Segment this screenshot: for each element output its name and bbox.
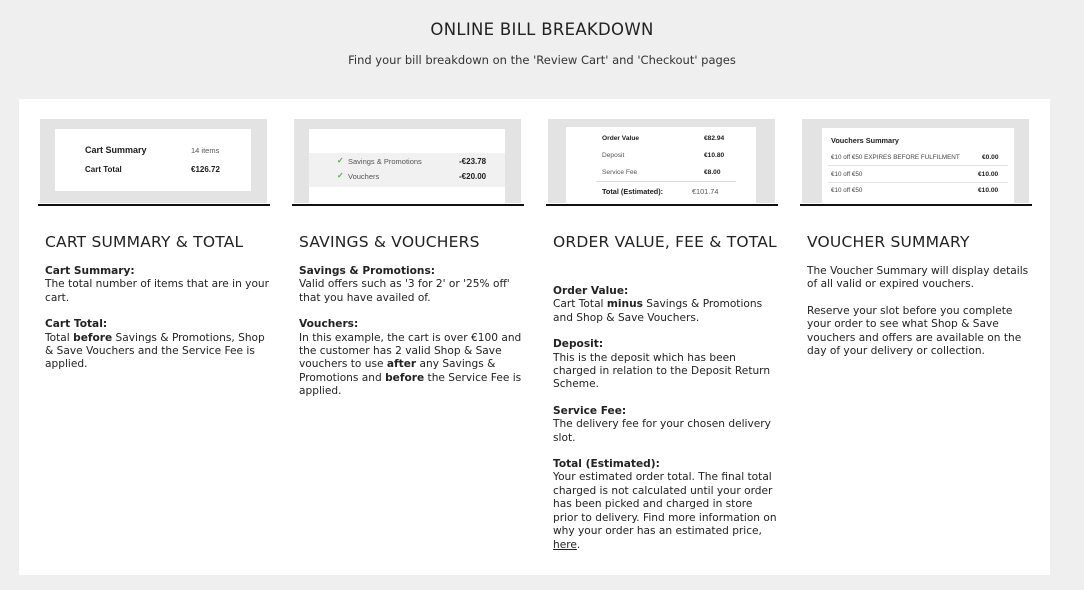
term-cart-summary: Cart Summary: (45, 265, 135, 277)
order-value-card (566, 127, 756, 203)
thumb-vouchers-label: Vouchers (348, 172, 380, 181)
thumb-cart-summary-label: Cart Summary (85, 145, 147, 155)
voucher-summary-card (822, 128, 1014, 203)
thumb-deposit-label: Deposit (602, 152, 625, 159)
divider (800, 204, 1032, 206)
order-value-thumbnail (548, 119, 775, 203)
voucher-summary-paragraph: Reserve your slot before you complete your order to see what Shop & Save vouchers and offers are available on the day of your delivery or collection. (807, 304, 1022, 358)
thumb-separator (828, 182, 1008, 183)
thumb-savings-label: Savings & Promotions (348, 157, 422, 166)
thumb-vouchers-summary-heading: Vouchers Summary (831, 136, 899, 145)
bill-breakdown-panel (19, 99, 1050, 575)
thumb-voucher-row-label: €10 off €50 (831, 171, 863, 178)
check-icon: ✓ (337, 171, 344, 180)
voucher-summary-paragraph: The Voucher Summary will display details of all valid or expired vouchers. (807, 265, 1029, 291)
cart-summary-thumbnail (40, 119, 267, 203)
thumb-vouchers-value: -€20.00 (459, 172, 487, 181)
thumb-service-fee-value: €8.00 (704, 169, 721, 176)
desc-savings-promotions: Valid offers such as '3 for 2' or '25% off' that you have availed of. (299, 278, 510, 304)
savings-thumbnail (294, 119, 521, 203)
page-title: ONLINE BILL BREAKDOWN (430, 20, 654, 39)
thumb-cart-total-label: Cart Total (85, 165, 122, 174)
divider (292, 204, 524, 206)
thumb-total-label: Total (Estimated): (602, 187, 664, 196)
thumb-order-value: €82.94 (704, 135, 725, 142)
check-icon: ✓ (337, 156, 344, 165)
desc-service-fee: The delivery fee for your chosen delivery slot. (553, 418, 771, 444)
desc-vouchers: In this example, the cart is over €100 and the customer has 2 valid Shop & Save vouchers to use after any Savings & Promotions and before the Service Fee is applied. (299, 331, 522, 398)
cart-summary-card (55, 129, 251, 191)
desc-cart-summary: The total number of items that are in your cart. (45, 278, 269, 304)
column-title: SAVINGS & VOUCHERS (299, 233, 480, 251)
thumb-savings-value: -€23.78 (459, 157, 487, 166)
term-service-fee: Service Fee: (553, 404, 627, 417)
divider (38, 204, 270, 206)
term-cart-total: Cart Total: (45, 318, 108, 331)
thumb-items-count: 14 items (191, 146, 220, 155)
column-title: ORDER VALUE, FEE & TOTAL (553, 233, 777, 251)
thumb-deposit-value: €10.80 (704, 152, 725, 159)
desc-deposit: This is the deposit which has been charged in relation to the Deposit Return Scheme. (553, 351, 771, 391)
column-body (553, 285, 777, 565)
thumb-voucher-row-value: €10.00 (978, 187, 999, 194)
here-link[interactable]: here (553, 538, 577, 551)
column-title: VOUCHER SUMMARY (807, 233, 970, 251)
thumb-total-value: €101.74 (692, 187, 719, 196)
column-body (807, 265, 1031, 371)
thumb-voucher-row-label: €10 off €50 EXPIRES BEFORE FULFILMENT (831, 154, 960, 161)
thumb-separator (596, 181, 736, 182)
thumb-separator (828, 165, 1008, 166)
desc-total-estimated: Your estimated order total. The final total charged is not calculated until your order has been picked and charged in store prior to delivery. Find more information on why your order has an estimated price, here. (553, 471, 777, 551)
thumb-voucher-row-value: €0.00 (982, 154, 999, 161)
thumb-voucher-row-label: €10 off €50 (831, 187, 863, 194)
voucher-summary-thumbnail (802, 119, 1029, 203)
column-body (45, 265, 269, 385)
thumb-voucher-row-value: €10.00 (978, 171, 999, 178)
desc-cart-total: Total before Savings & Promotions, Shop & Save Vouchers and the Service Fee is applied. (45, 331, 265, 371)
divider (546, 204, 778, 206)
column-title: CART SUMMARY & TOTAL (45, 233, 244, 251)
thumb-cart-total-value: €126.72 (191, 165, 220, 174)
column-body (299, 265, 523, 412)
page-subtitle: Find your bill breakdown on the 'Review Cart' and 'Checkout' pages (348, 53, 736, 67)
savings-card (309, 129, 505, 203)
term-deposit: Deposit: (553, 338, 604, 351)
desc-order-value: Cart Total minus Savings & Promotions and Shop & Save Vouchers. (553, 298, 763, 324)
term-vouchers: Vouchers: (299, 318, 359, 331)
term-total-estimated: Total (Estimated): (553, 458, 660, 471)
thumb-service-fee-label: Service Fee (602, 169, 638, 176)
thumb-order-value-label: Order Value (602, 135, 640, 142)
term-savings-promotions: Savings & Promotions: (299, 265, 436, 277)
term-order-value: Order Value: (553, 285, 629, 297)
